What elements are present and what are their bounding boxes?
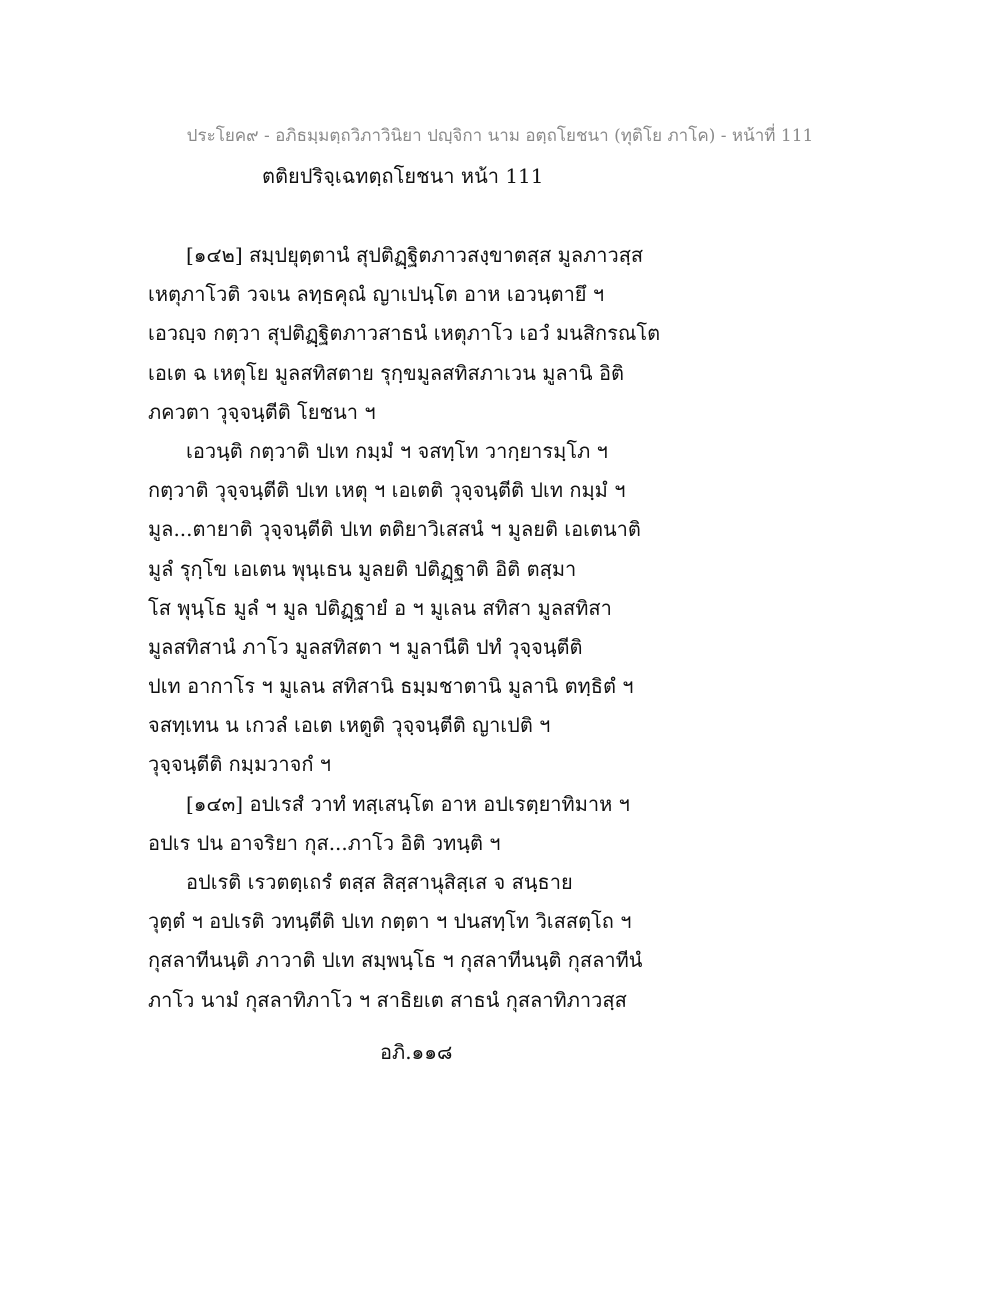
text-line: จสทฺเทน น เกวลํ เอเต เหตูติ วุจฺจนฺตีติ ญาเปติ ฯ bbox=[148, 713, 551, 738]
text-line: ภควตา วุจฺจนฺตีติ โยชนา ฯ bbox=[148, 399, 376, 424]
text-line: กุสลาทีนนฺติ ภาวาติ ปเท สมฺพนฺโธ ฯ กุสลาทีนนฺติ กุสลาทีนํ bbox=[148, 948, 643, 973]
text-line: มูลํ รุกฺโข เอเตน พุนฺเธน มูลยติ ปติฏฺฐาติ อิติ ตสฺมา bbox=[148, 556, 577, 581]
text-line: วุจฺจนฺตีติ กมฺมวาจกํ ฯ bbox=[148, 752, 332, 777]
text-line: ปเท อากาโร ฯ มูเลน สทิสานิ ธมฺมชาตานิ มูลานิ ตทฺธิตํ ฯ bbox=[148, 674, 634, 699]
body-text bbox=[148, 236, 668, 1020]
text-line: เอเต ฉ เหตุโย มูลสทิสตาย รุกฺขมูลสทิสภาเวน มูลานิ อิติ bbox=[148, 360, 624, 385]
text-line: กตฺวาติ วุจฺจนฺตีติ ปเท เหตุ ฯ เอเตติ วุจฺจนฺตีติ ปเท กมฺมํ ฯ bbox=[148, 478, 626, 503]
text-line: [๑๔๒] สมฺปยุตฺตานํ สุปติฏฺฐิตภาวสงฺขาตสฺส มูลภาวสฺส bbox=[186, 243, 644, 267]
text-line: เอวนฺติ กตฺวาติ ปเท กมฺมํ ฯ จสทฺโท วากฺยารมฺโภ ฯ bbox=[186, 438, 608, 463]
page-footer-marker: อภิ.๑๑๘ bbox=[380, 1040, 453, 1064]
running-header: ประโยค๙ - อภิธมฺมตฺถวิภาวินิยา ปญฺจิกา นาม อตฺถโยชนา (ทุติโย ภาโค) - หน้าที่ 111 bbox=[186, 126, 814, 146]
text-line: โส พุนฺโธ มูลํ ฯ มูล ปติฏฺฐายํ อ ฯ มูเลน สทิสา มูลสทิสา bbox=[148, 595, 612, 620]
text-line: เอวญฺจ กตฺวา สุปติฏฺฐิตภาวสาธนํ เหตุภาโว เอวํ มนสิกรณโต bbox=[148, 321, 661, 346]
text-line: อปเร ปน อาจริยา กุส...ภาโว อิติ วทนฺติ ฯ bbox=[148, 830, 501, 855]
text-line: วุตฺตํ ฯ อปเรติ วทนฺตีติ ปเท กตฺตา ฯ ปนสทฺโท วิเสสตฺโถ ฯ bbox=[148, 909, 632, 934]
page-title: ตติยปริจฺเฉทตฺถโยชนา หน้า 111 bbox=[262, 164, 544, 188]
text-line: เหตุภาโวติ วจเน ลทฺธคุณํ ญาเปนฺโต อาห เอวนฺตายึ ฯ bbox=[148, 282, 605, 307]
text-line: [๑๔๓] อปเรสํ วาทํ ทสฺเสนฺโต อาห อปเรตฺยาทิมาห ฯ bbox=[186, 791, 630, 816]
text-line: ภาโว นามํ กุสลาทิภาโว ฯ สาธิยเต สาธนํ กุสลาทิภาวสฺส bbox=[148, 987, 627, 1012]
text-line: อปเรติ เรวตตฺเถรํ ตสฺส สิสฺสานุสิสฺเส จ สนฺธาย bbox=[186, 870, 573, 894]
text-line: มูล...ตายาติ วุจฺจนฺตีติ ปเท ตติยาวิเสสนํ ฯ มูลยติ เอเตนาติ bbox=[148, 517, 641, 542]
text-line: มูลสทิสานํ ภาโว มูลสทิสตา ฯ มูลานีติ ปทํ วุจฺจนฺตีติ bbox=[148, 634, 583, 659]
